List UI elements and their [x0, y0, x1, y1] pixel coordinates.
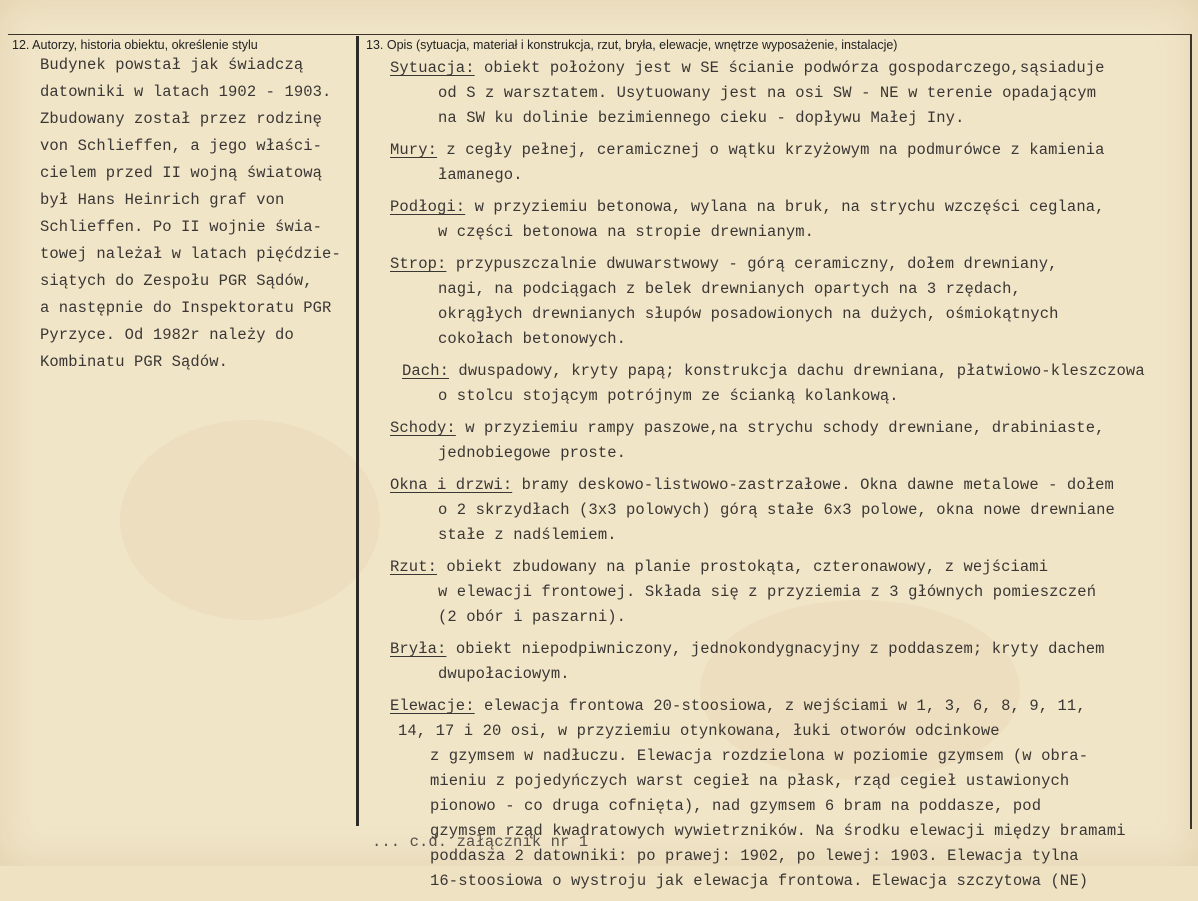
section-line: (2 obór i paszarni).: [438, 608, 627, 626]
section-text: dwuspadowy, kryty papą; konstrukcja dachu drewniana, płatwiowo-kleszczowa: [449, 362, 1145, 380]
section-text: bramy deskowo-listwowo-zastrzałowe. Okna dawne metalowe - dołem: [512, 476, 1114, 494]
section-line: cokołach betonowych.: [438, 330, 627, 348]
section-line: w elewacji frontowej. Składa się z przyziemia z 3 głównych pomieszczeń: [438, 583, 1097, 601]
history-line: Schlieffen. Po II wojnie świa-: [40, 218, 323, 236]
section-label: Schody:: [390, 419, 456, 437]
section-line: poddasza 2 datowniki: po prawej: 1902, po lewej: 1903. Elewacja tylna: [430, 847, 1079, 865]
frame-right-line: [1190, 34, 1192, 829]
column-divider: [356, 36, 359, 826]
section-text: elewacja frontowa 20-stoosiowa, z wejściami w 1, 3, 6, 8, 9, 11,: [474, 697, 1086, 715]
section-strop: [390, 252, 1145, 352]
section-label: Dach:: [402, 362, 450, 380]
section-rzut: [390, 555, 1145, 630]
section-okna-i-drzwi: [390, 473, 1145, 548]
section-label: Sytuacja:: [390, 59, 475, 77]
section-label: Rzut:: [390, 558, 438, 576]
section-text: w przyziemiu rampy paszowe,na strychu schody drewniane, drabiniaste,: [455, 419, 1105, 437]
section-label: Podłogi:: [390, 198, 466, 216]
section-label: Elewacje:: [390, 697, 475, 715]
section-line: nagi, na podciągach z belek drewnianych opartych na 3 rzędach,: [438, 280, 1021, 298]
section-label: Okna i drzwi:: [390, 476, 513, 494]
history-text: [40, 52, 341, 376]
section-schody: [390, 416, 1145, 466]
description-text: [390, 56, 1145, 901]
section-line: dwupołaciowym.: [438, 665, 570, 683]
section-text: w przyziemiu betonowa, wylana na bruk, na strychu wzczęści ceglana,: [465, 198, 1105, 216]
section-line: o 2 skrzydłach (3x3 polowych) górą stałe 6x3 polowe, okna nowe drewniane: [438, 501, 1115, 519]
section-line: 16-stoosiowa o wystroju jak elewacja frontowa. Elewacja szczytowa (NE): [430, 872, 1089, 890]
history-line: towej należał w latach pięćdzie-: [40, 245, 341, 263]
frame-top-line: [8, 34, 1192, 35]
section-line: okrągłych drewnianych słupów posadowionych na dużych, ośmiokątnych: [438, 305, 1059, 323]
left-section-header: 12. Autorzy, historia obiektu, określenie stylu: [12, 38, 258, 52]
history-line: Zbudowany został przez rodzinę: [40, 110, 323, 128]
history-line: cielem przed II wojną światową: [40, 164, 323, 182]
history-line: Budynek powstał jak świadczą: [40, 56, 304, 74]
continuation-note: [372, 832, 588, 852]
section-line: gzymsem rząd kwadratowych wywietrzników. Na środku elewacji między bramami: [430, 822, 1126, 840]
section-line: stałe z nadślemiem.: [438, 526, 617, 544]
history-line: a następnie do Inspektoratu PGR: [40, 299, 332, 317]
section-line: łamanego.: [438, 166, 523, 184]
section-line: w części betonowa na stropie drewnianym.: [438, 223, 815, 241]
history-line: von Schlieffen, a jego właści-: [40, 137, 323, 155]
section-line: mieniu z pojedyńczych warst cegieł na płask, rząd cegieł ustawionych: [430, 772, 1070, 790]
section-line: o stolcu stojącym potrójnym ze ścianką kolankową.: [438, 387, 899, 405]
history-line: Pyrzyce. Od 1982r należy do: [40, 326, 294, 344]
history-line: Kombinatu PGR Sądów.: [40, 353, 229, 371]
section-line: 14, 17 i 20 osi, w przyziemiu otynkowana, łuki otworów odcinkowe: [398, 722, 1000, 740]
section-line: pionowo - co druga cofnięta), nad gzymsem 6 bram na poddasze, pod: [430, 797, 1042, 815]
section-text: obiekt położony jest w SE ścianie podwórza gospodarczego,sąsiaduje: [474, 59, 1105, 77]
section-dach: [390, 359, 1145, 409]
history-line: siątych do Zespołu PGR Sądów,: [40, 272, 313, 290]
section-line: jednobiegowe proste.: [438, 444, 627, 462]
section-line: od S z warsztatem. Usytuowany jest na osi SW - NE w terenie opadającym: [438, 84, 1097, 102]
section-text: przypuszczalnie dwuwarstwowy - górą ceramiczny, dołem drewniany,: [446, 255, 1058, 273]
section-text: obiekt niepodpiwniczony, jednokondygnacyjny z poddaszem; kryty dachem: [446, 640, 1105, 658]
section-label: Mury:: [390, 141, 438, 159]
section-elewacje: [390, 694, 1145, 894]
section-sytuacja: [390, 56, 1145, 131]
footer-text: ... c.d. załącznik nr 1: [372, 833, 589, 851]
section-label: Bryła:: [390, 640, 447, 658]
history-line: datowniki w latach 1902 - 1903.: [40, 83, 332, 101]
section-bryla: [390, 637, 1145, 687]
section-mury: [390, 138, 1145, 188]
section-label: Strop:: [390, 255, 447, 273]
section-podlogi: [390, 195, 1145, 245]
section-line: na SW ku dolinie bezimiennego cieku - dopływu Małej Iny.: [438, 109, 965, 127]
history-line: był Hans Heinrich graf von: [40, 191, 285, 209]
paper-stain: [120, 420, 380, 620]
right-section-header: 13. Opis (sytuacja, materiał i konstrukcja, rzut, bryła, elewacje, wnętrze wyposażenie, instalacje): [366, 38, 898, 52]
section-text: z cegły pełnej, ceramicznej o wątku krzyżowym na podmurówce z kamienia: [437, 141, 1105, 159]
section-line: z gzymsem w nadłuczu. Elewacja rozdzielona w poziomie gzymsem (w obra-: [430, 747, 1089, 765]
section-text: obiekt zbudowany na planie prostokąta, czteronawowy, z wejściami: [437, 558, 1049, 576]
